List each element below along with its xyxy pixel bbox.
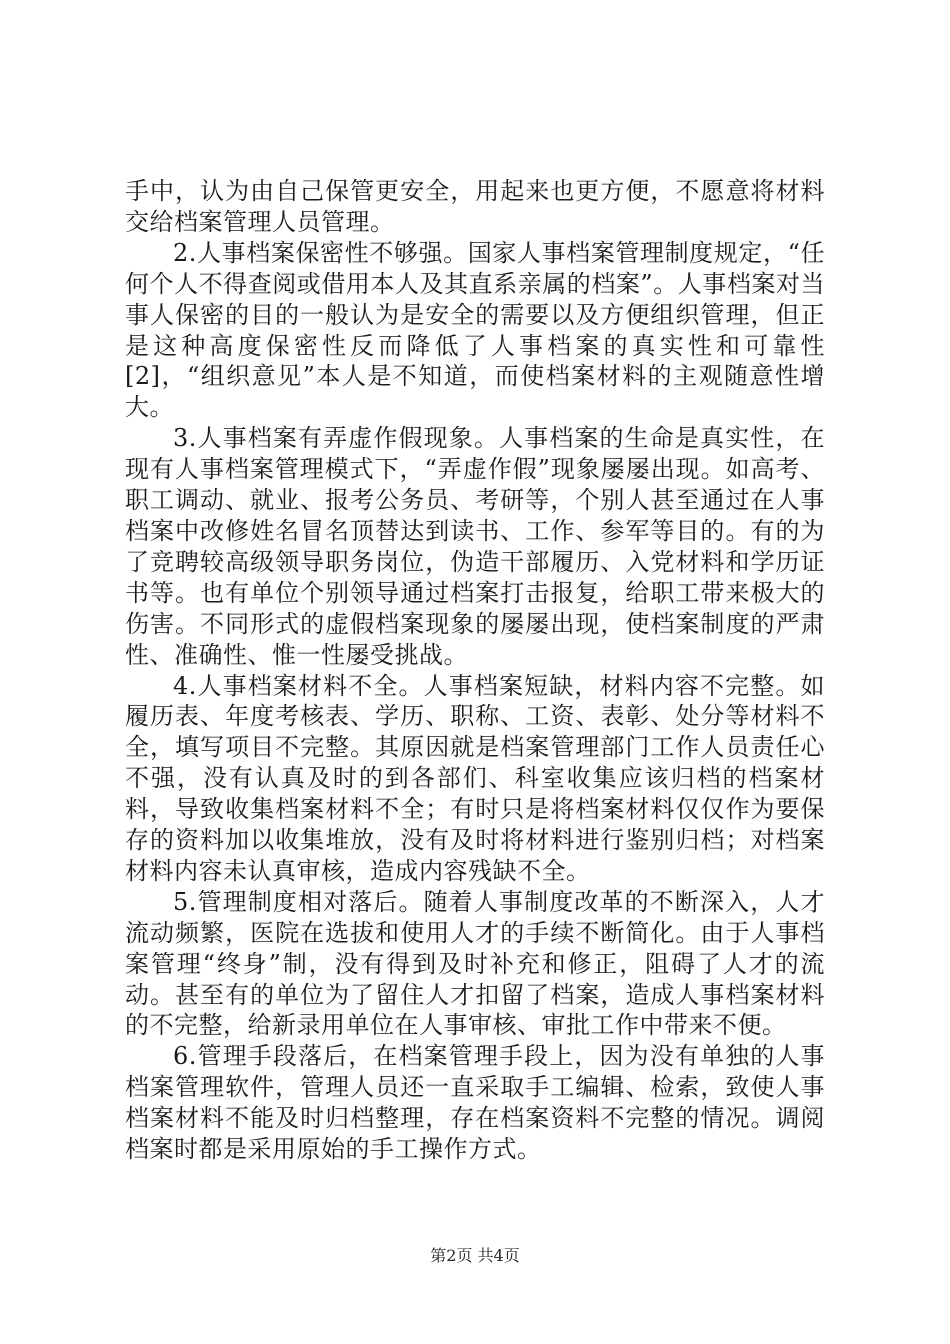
paragraph-continuation: 手中，认为由自己保管更安全，用起来也更方便，不愿意将材料交给档案管理人员管理。 (125, 177, 825, 236)
document-body (125, 176, 825, 1165)
paragraph-item-5: 5.管理制度相对落后。随着人事制度改革的不断深入，人才流动频繁，医院在选拔和使用人才的手续不断简化。由于人事档案管理“终身”制，没有得到及时补充和修正，阻碍了人才的流动。甚至有的单位为了留住人才扣留了档案，造成人事档案材料的不完整，给新录用单位在人事审核、审批工作中带来不便。 (125, 887, 825, 1040)
page-number-label: 第2页 共4页 (430, 1246, 520, 1265)
page-footer (0, 1243, 950, 1266)
paragraph-item-3: 3.人事档案有弄虚作假现象。人事档案的生命是真实性，在现有人事档案管理模式下，“弄虚作假”现象屡屡出现。如高考、职工调动、就业、报考公务员、考研等，个别人甚至通过在人事档案中改修姓名冒名顶替达到读书、工作、参军等目的。有的为了竞聘较高级领导职务岗位，伪造干部履历、入党材料和学历证书等。也有单位个别领导通过档案打击报复，给职工带来极大的伤害。不同形式的虚假档案现象的屡屡出现，使档案制度的严肃性、准确性、惟一性屡受挑战。 (125, 424, 825, 669)
paragraph-item-4: 4.人事档案材料不全。人事档案短缺，材料内容不完整。如履历表、年度考核表、学历、职称、工资、表彰、处分等材料不全，填写项目不完整。其原因就是档案管理部门工作人员责任心不强，没有认真及时的到各部们、科室收集应该归档的档案材料，导致收集档案材料不全；有时只是将档案材料仅仅作为要保存的资料加以收集堆放，没有及时将材料进行鉴别归档；对档案材料内容未认真审核，造成内容残缺不全。 (125, 671, 825, 885)
paragraph-item-2: 2.人事档案保密性不够强。国家人事档案管理制度规定，“任何个人不得查阅或借用本人及其直系亲属的档案”。人事档案对当事人保密的目的一般认为是安全的需要以及方便组织管理，但正是这种高度保密性反而降低了人事档案的真实性和可靠性[2]，“组织意见”本人是不知道，而使档案材料的主观随意性增大。 (125, 238, 825, 422)
paragraph-item-6: 6.管理手段落后，在档案管理手段上，因为没有单独的人事档案管理软件，管理人员还一直采取手工编辑、检索，致使人事档案材料不能及时归档整理，存在档案资料不完整的情况。调阅档案时都是采用原始的手工操作方式。 (125, 1042, 825, 1164)
